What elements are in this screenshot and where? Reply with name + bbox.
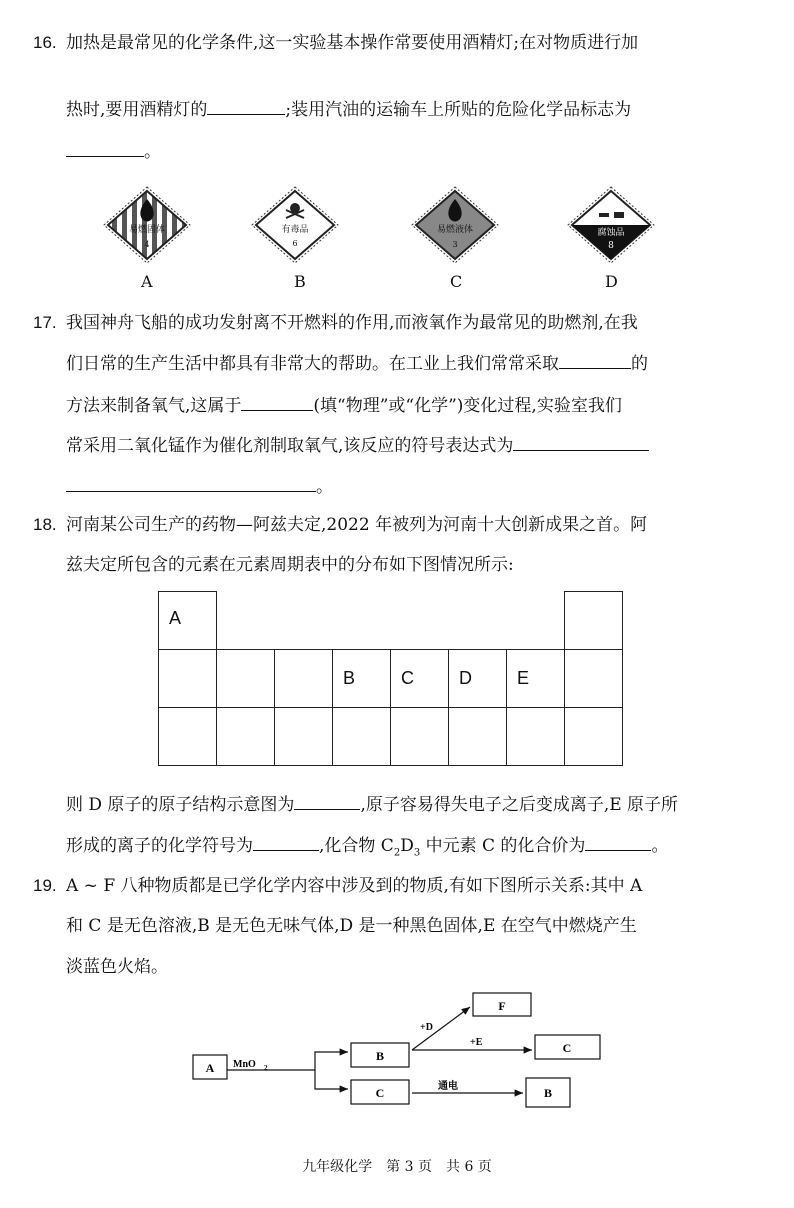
label-plus-e: +E (470, 1037, 483, 1048)
node-c-2: C (562, 1041, 572, 1055)
q18-number: 18. (33, 515, 57, 534)
q18-text: 兹夫定所包含的元素在元素周期表中的分布如下图情况所示: (66, 555, 514, 575)
label-electrolysis: 通电 (438, 1081, 458, 1092)
q17-text: 。 (66, 476, 333, 498)
answer-blank (513, 436, 649, 451)
label-mno2-subscript: 2 (264, 1064, 268, 1072)
svg-text:4: 4 (144, 240, 150, 249)
cell-a: A (159, 592, 217, 650)
hazard-sign-corrosive (566, 185, 656, 265)
cell-c: C (391, 650, 449, 708)
cell (565, 592, 623, 650)
label-mno2: MnO (233, 1059, 256, 1070)
q16-text: 加热是最常见的化学条件,这一实验基本操作常要使用酒精灯;在对物质进行加 (66, 33, 639, 53)
sign-label-d: D (605, 272, 618, 291)
svg-text:3: 3 (452, 240, 458, 249)
q17-text: 方法来制备氧气,这属于 (填“物理”或“化学”)变化过程,实验室我们 (66, 396, 622, 416)
hazard-sign-flammable-solid (102, 185, 192, 265)
svg-text:8: 8 (608, 241, 614, 251)
node-a: A (205, 1061, 215, 1075)
q19-text: A ~ F 八种物质都是已学化学内容中涉及到的物质,有如下图所示关系:其中 A (66, 876, 643, 896)
hazard-sign-toxic (250, 185, 340, 265)
sign-label-b: B (294, 272, 306, 291)
cell-e: E (507, 650, 565, 708)
q16-number: 16. (33, 33, 57, 52)
q18-text: 则 D 原子的原子结构示意图为 ,原子容易得失电子之后变成离子,E 原子所 (66, 795, 679, 815)
answer-blank (207, 100, 285, 115)
cell-b: B (333, 650, 391, 708)
node-f: F (498, 999, 506, 1013)
hazard-sign-flammable-liquid (410, 185, 500, 265)
svg-text:易燃固体: 易燃固体 (128, 225, 166, 235)
q18-text: 河南某公司生产的药物—阿兹夫定,2022 年被列为河南十大创新成果之首。阿 (66, 515, 648, 535)
page-footer: 九年级化学 第 3 页 共 6 页 (302, 1159, 492, 1175)
answer-blank (294, 795, 360, 810)
cell-d: D (449, 650, 507, 708)
q17-text: 们日常的生产生活中都具有非常大的帮助。在工业上我们常常采取 的 (66, 354, 648, 374)
answer-blank (559, 354, 631, 369)
answer-blank (585, 836, 651, 851)
svg-text:易燃液体: 易燃液体 (436, 225, 474, 235)
q18-text: 形成的离子的化学符号为 ,化合物 $C_2D_3$ 中元素 C 的化合价为 。 (66, 836, 669, 859)
label-plus-d: +D (420, 1022, 433, 1033)
sign-label-c: C (450, 272, 463, 291)
svg-text:有毒品: 有毒品 (281, 225, 309, 235)
q17-text: 常采用二氧化锰作为催化剂制取氧气,该反应的符号表达式为 (66, 435, 649, 457)
answer-blank (66, 142, 144, 157)
node-c: C (375, 1086, 385, 1100)
answer-blank (66, 477, 316, 492)
q17-number: 17. (33, 313, 57, 332)
svg-text:腐蚀品: 腐蚀品 (597, 228, 625, 238)
periodic-table-grid (158, 591, 623, 766)
q19-text: 淡蓝色火焰。 (66, 957, 168, 977)
answer-blank (253, 836, 319, 851)
reaction-flow-diagram (180, 990, 620, 1120)
node-b-2: B (543, 1086, 553, 1100)
answer-blank (241, 396, 313, 411)
q16-text: 。 (66, 141, 161, 163)
q16-text: 热时,要用酒精灯的 ;装用汽油的运输车上所贴的危险化学品标志为 (66, 100, 632, 120)
sign-label-a: A (141, 272, 153, 291)
q19-text: 和 C 是无色溶液,B 是无色无味气体,D 是一种黑色固体,E 在空气中燃烧产生 (66, 916, 637, 936)
q17-text: 我国神舟飞船的成功发射离不开燃料的作用,而液氧作为最常见的助燃剂,在我 (66, 313, 638, 333)
svg-text:6: 6 (292, 239, 298, 248)
node-b: B (375, 1049, 385, 1063)
q19-number: 19. (33, 876, 57, 895)
